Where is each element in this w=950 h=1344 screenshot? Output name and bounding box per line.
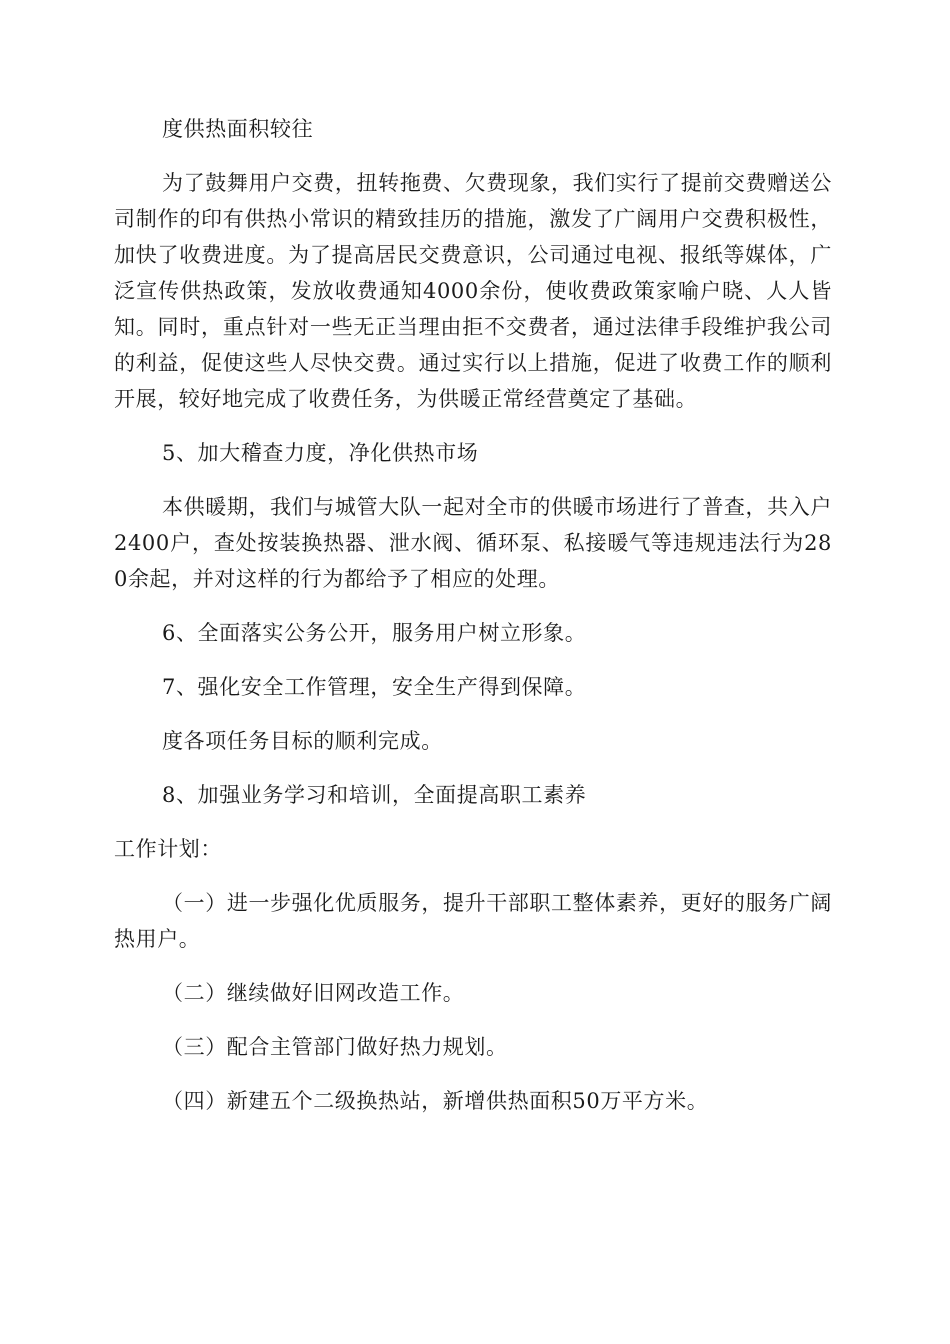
heading-safety: 7、强化安全工作管理，安全生产得到保障。 <box>162 675 587 699</box>
paragraph-fee-collection: 为了鼓舞用户交费，扭转拖费、欠费现象，我们实行了提前交费赠送公司制作的印有供热小常识的精致挂历的措施，激发了广阔用户交费积极性，加快了收费进度。为了提高居民交费意识，公司通过电视、报纸等媒体，广泛宣传供热政策，发放收费通知4000余份，使收费政策家喻户晓、人人皆知。同时，重点针对一些无正当理由拒不交费者，通过法律手段维护我公司的利益，促使这些人尽快交费。通过实行以上措施，促进了收费工作的顺利开展，较好地完成了收费任务，为供暖正常经营奠定了基础。 <box>114 171 832 411</box>
heading-public-affairs: 6、全面落实公务公开，服务用户树立形象。 <box>162 621 587 645</box>
paragraph-inspection: 本供暖期，我们与城管大队一起对全市的供暖市场进行了普查，共入户2400户，查处按装换热器、泄水阀、循环泵、私接暖气等违规违法行为280余起，并对这样的行为都给予了相应的处理。 <box>114 495 832 591</box>
plan-item-2: （二）继续做好旧网改造工作。 <box>162 981 465 1005</box>
plan-item-3: （三）配合主管部门做好热力规划。 <box>162 1035 508 1059</box>
heading-inspection: 5、加大稽查力度，净化供热市场 <box>162 441 479 465</box>
document-body <box>114 111 832 1137</box>
paragraph-task-completion: 度各项任务目标的顺利完成。 <box>162 729 443 753</box>
paragraph-heating-area: 度供热面积较往 <box>162 117 314 141</box>
plan-item-1: （一）进一步强化优质服务，提升干部职工整体素养，更好的服务广阔热用户。 <box>114 891 832 951</box>
plan-item-4: （四）新建五个二级换热站，新增供热面积50万平方米。 <box>162 1089 709 1113</box>
heading-training: 8、加强业务学习和培训，全面提高职工素养 <box>162 783 587 807</box>
heading-work-plan: 工作计划： <box>114 837 222 861</box>
